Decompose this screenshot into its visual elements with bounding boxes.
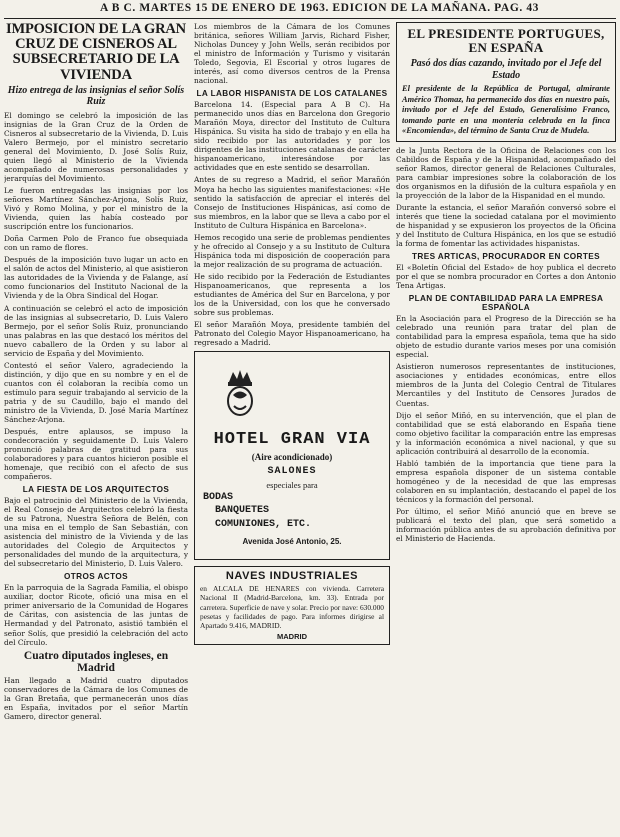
hotel-subtitle: (Aire acondicionado): [251, 452, 333, 463]
paragraph: Dijo el señor Miñó, en su intervención, que el plan de contabilidad que se está elaborando en España tiene como objetivo facilitar la comparación entre las empresas y la información económica a nivel nacional, y que su aplicación contribuirá al desarrollo de la economía.: [396, 410, 616, 456]
masthead-rule: [4, 18, 616, 19]
section-labor-hispanista: LA LABOR HISPANISTA DE LOS CATALANES: [196, 89, 388, 99]
paragraph: Le fueron entregadas las insignias por los señores Martínez Sánchez-Arjona, Solís Ruiz, Vivó y Romo Molina, y por el ministro de la Vivienda, quien las había costeado por suscripción entre los funcionarios.: [4, 186, 188, 232]
paragraph: En la Asociación para el Progreso de la Dirección se ha celebrado una reunión para tratar del plan de contabilidad para la empresa española, tema que ha sido objeto de estudio durante varios meses por una comisión especial.: [396, 314, 616, 360]
paragraph: El señor Marañón Moya, presidente también del Patronato del Colegio Mayor Hispanoamericano, ha regresado a Madrid.: [194, 319, 390, 347]
paragraph: Barcelona 14. (Especial para A B C). Ha permanecido unos días en Barcelona don Gregorio Marañón Moya, director del Instituto de Cultura Hispánica. Su visita ha sido de trabajo y en ella ha sido recibido por las autoridades y por los dirigentes de las instituciones catalanas de carácter hispanoamericano, interesándose por las actividades que en este sentido se desarrollan.: [194, 100, 390, 173]
paragraph: Los miembros de la Cámara de los Comunes británica, señores William Jarvis, Richard Fisher, Nicholas Duncey y John Wells, serán recibidos por el ministro de Información y Turismo y visitarán Toledo, Segovia, El Escorial y otros lugares de interés, así como diversos centros de la Prensa nacional.: [194, 22, 390, 86]
naves-industriales-ad: [194, 566, 390, 645]
paragraph: Bajo el patrocinio del Ministerio de la Vivienda, el Real Consejo de Arquitectos celebró la fiesta de su Patrona, Nuestra Señora de Belén, con una misa en el templo de San Sebastián, con asistencia del ministro de la Vivienda y de las autoridades del Colegio de Arquitectos y personalidades del mundo de la arquitectura, y del subsecretario del Ministerio, D. Luis Valero.: [4, 496, 188, 569]
subhead-imposicion: Hizo entrega de las insignias el señor Solís Ruiz: [7, 84, 185, 107]
paragraph: de la Junta Rectora de la Oficina de Relaciones con los Cabildos de España y de la Hispanidad, acompañado del señor Ramos, director general de Relaciones Culturales, para cambiar impresiones sobre la colaboración de los dos organismos en la difusión de la cultura española y en la proyección de la labor de la Hispanidad en el mundo.: [396, 145, 616, 200]
naves-title: NAVES INDUSTRIALES: [225, 570, 359, 583]
crown-emblem-icon: [221, 368, 259, 420]
hotel-title: HOTEL GRAN VIA: [213, 430, 371, 450]
paragraph: Antes de su regreso a Madrid, el señor Marañón Moya ha hecho las siguientes manifestaciones: «He sentido la satisfacción de apreciar el interés del Consejo de Instituciones Hispánicas, así como de sus miembros, en la labor que se lleva a cabo por el Instituto de Cultura Hispánica en Barcelona».: [194, 175, 390, 230]
paragraph: Después, entre aplausos, se impuso la condecoración y seguidamente D. Luis Valero pronunció palabras de gratitud para sus colaboradores y para cuantos hicieron posible el homenaje, que recibió con el afecto de sus compañeros.: [4, 426, 188, 482]
paragraph: El domingo se celebró la imposición de las insignias de la Gran Cruz de la Orden de Cisneros al subsecretario de la Vivienda, D. Luis Valero Bermejo, por el ministro secretario general del Movimiento, D. José Solís Ruiz, quien llegó al Ministerio de la Vivienda acompañado de numerosas personalidades y jerarquías del Movimiento.: [4, 110, 188, 184]
paragraph: Por último, el señor Miñó anunció que en breve se publicará el texto del plan, que será sometido a información pública antes de su aprobación definitiva por el Ministerio de Hacienda.: [396, 506, 616, 543]
paragraph: Durante la estancia, el señor Marañón conversó sobre el interés que tiene la sociedad catalana por el movimiento de hispanidad y se expusieron los proyectos de la Oficina y del Instituto de Cultura Hispánica, en los que se estudió la forma de fomentar las actividades hispanistas.: [396, 202, 616, 249]
headline-imposicion: IMPOSICION DE LA GRAN CRUZ DE CISNEROS AL SUBSECRETARIO DE LA VIVIENDA: [6, 22, 186, 83]
section-procurador: TRES ARTICAS, PROCURADOR EN CORTES: [412, 252, 600, 262]
section-plan-contabilidad: PLAN DE CONTABILIDAD PARA LA EMPRESA ESPAÑOLA: [408, 294, 604, 313]
section-otros-actos: OTROS ACTOS: [64, 572, 128, 582]
naves-footer: MADRID: [277, 632, 307, 642]
masthead: A B C. MARTES 15 DE ENERO DE 1963. EDICION DE LA MAÑANA. PAG. 43: [100, 2, 540, 14]
headline-diputados: Cuatro diputados ingleses, en Madrid: [23, 649, 169, 674]
hotel-gran-via-ad: [194, 351, 390, 560]
box-subtitle: Pasó dos días cazando, invitado por el Jefe del Estado: [410, 58, 602, 81]
paragraph: Después de la imposición tuvo lugar un acto en el salón de actos del Ministerio, al que asistieron las autoridades de la Vivienda y de Falange, así como funcionarios del Instituto Nacional de la Vivienda y de la Obra Sindical del Hogar.: [4, 255, 188, 301]
paragraph: En la parroquia de la Sagrada Familia, el obispo auxiliar, doctor Ricote, ofició una misa en el primer aniversario de la Comunidad de Hogares de Cáritas, con asistencia de las juntas de Hermandad y del Patronato, asistió también el señor Solís, que presidió la celebración del acto del Círculo.: [4, 583, 188, 647]
paragraph: Contestó el señor Valero, agradeciendo la distinción, y dijo que en su nombre y en el de cuantos con él colaboran la recibía como un estímulo para seguir trabajando al servicio de la patria y de su Caudillo, bajo el mando del ministro de la Vivienda, D. José María Martínez Sánchez-Arjona.: [4, 360, 188, 424]
column-3: [396, 22, 616, 834]
paragraph: Hemos recogido una serie de problemas pendientes y he ofrecido al Consejo y a su Instituto de Cultura Hispánica toda mi disposición de cooperación para la mejor realización de su programa de actuación.: [194, 232, 390, 269]
column-2: [194, 22, 390, 834]
hotel-address: Avenida José Antonio, 25.: [242, 537, 342, 547]
paragraph: El «Boletín Oficial del Estado» de hoy publica el decreto por el que se nombra procurador en Cortes a don Antonio Tena Artigas.: [396, 263, 616, 291]
paragraph: Habló también de la importancia que tiene para la empresa española disponer de un sistema contable homogéneo y de la necesidad de que las empresas colaboren en su implantación, destacando el papel de los técnicos y la formación del personal.: [396, 458, 616, 504]
naves-text: en ALCALA DE HENARES con vivienda. Carretera Nacional II (Madrid-Barcelona, km. 33). Entrada por carretera. Superficie de nave y solar. Precio por nave: 630.000 pesetas y facilidades de pago. Para informes dirigirse al Apartado 9.416, MADRID.: [200, 584, 384, 631]
paragraph: Doña Carmen Polo de Franco fue obsequiada con un ramo de flores.: [4, 234, 188, 253]
paragraph: Han llegado a Madrid cuatro diputados conservadores de la Cámara de los Comunes de la Gran Bretaña, que permanecerán unos días en España, invitados por el señor Martín Gamero, director general.: [4, 675, 188, 721]
presidente-portugues-box: [396, 22, 616, 142]
paragraph: He sido recibido por la Federación de Estudiantes Hispanoamericanos, que representa a los estudiantes de América del Sur en Barcelona, y por los de la Universidad, con los que he conversado sobre sus problemas.: [194, 271, 390, 317]
hotel-line-comuniones: COMUNIONES, ETC.: [215, 519, 312, 531]
hotel-line-banquetes: BANQUETES: [215, 505, 270, 517]
paragraph: Asistieron numerosos representantes de instituciones, asociaciones y entidades económicas, entre ellos miembros de la Junta del Colegio Central de Titulares Mercantiles y del Instituto de Censores Jurados de Cuentas.: [396, 362, 616, 408]
column-1: [4, 22, 188, 834]
hotel-line-bodas: BODAS: [203, 492, 234, 504]
paragraph: A continuación se celebró el acto de imposición de las insignias al subsecretario, D. Luis Valero Bermejo, por el señor Solís Ruiz, pronunciando unas palabras en las que destacó los méritos del nuevo caballero de la Orden y su labor al servicio de España y del Movimiento.: [4, 303, 188, 358]
section-fiesta-arquitectos: LA FIESTA DE LOS ARQUITECTOS: [22, 485, 170, 495]
box-text: El presidente de la República de Portugal, almirante Américo Thomaz, ha permanecido dos días en nuestro país, invitado por el Jefe del Estado, Generalísimo Franco, tomando parte en una montería celebrada en la finca «Encomienda», del término de Santa Cruz de Mudela.: [402, 84, 610, 136]
hotel-salones: SALONES: [267, 466, 317, 478]
box-title: EL PRESIDENTE PORTUGUES, EN ESPAÑA: [407, 26, 605, 55]
hotel-especiales: especiales para: [266, 480, 318, 491]
